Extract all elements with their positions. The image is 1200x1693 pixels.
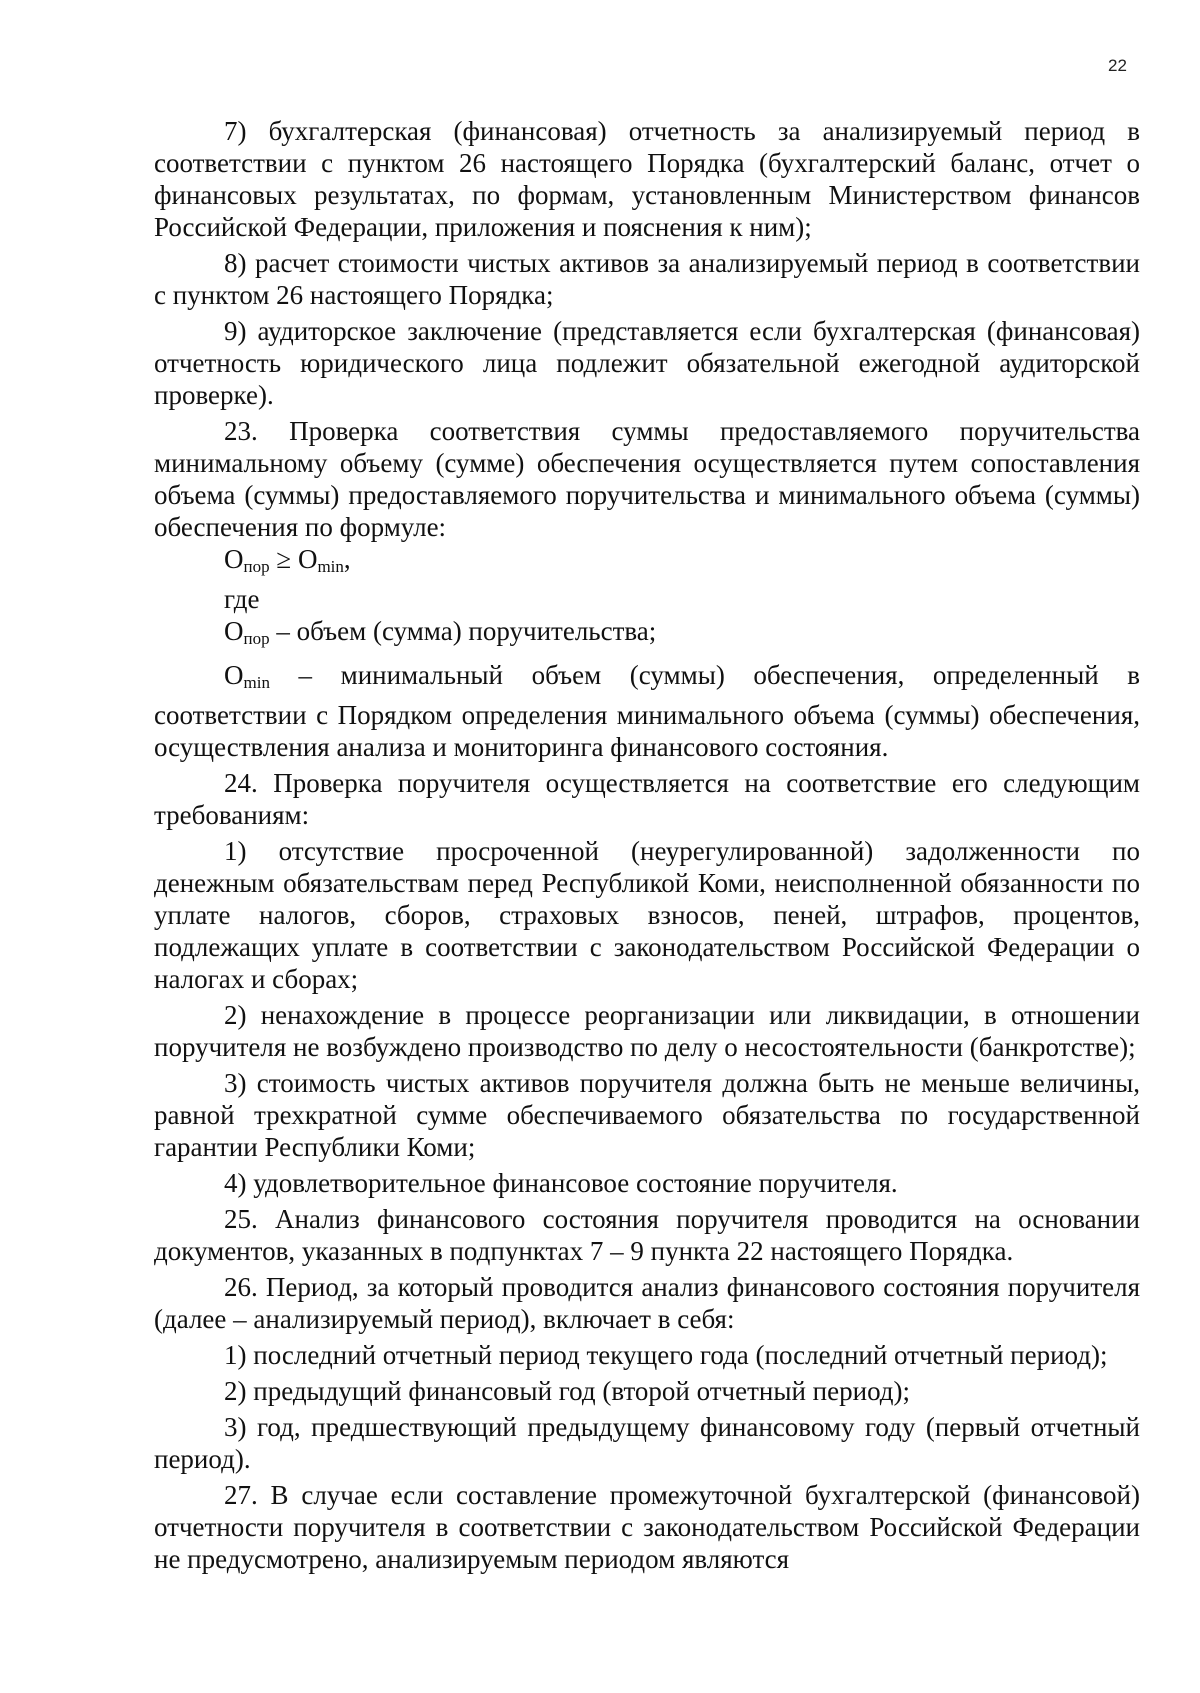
paragraph-item-8: 8) расчет стоимости чистых активов за анализируемый период в соответствии с пунктом 26 настоящего Порядка;	[154, 248, 1140, 310]
paragraph-item-9: 9) аудиторское заключение (представляется если бухгалтерская (финансовая) отчетность юридического лица подлежит обязательной ежегодной аудиторской проверке).	[154, 316, 1140, 410]
paragraph-period-2: 2) предыдущий финансовый год (второй отчетный период);	[224, 1376, 911, 1406]
paragraph-period-3: 3) год, предшествующий предыдущему финансовому году (первый отчетный период).	[154, 1412, 1140, 1474]
paragraph-clause-23: 23. Проверка соответствия суммы предоставляемого поручительства минимальному объему (сумме) обеспечения осуществляется путем сопоставления объема (суммы) предоставляемого поручительства и минимального объема (суммы) обеспечения по формуле:	[154, 416, 1140, 542]
paragraph-clause-26: 26. Период, за который проводится анализ финансового состояния поручителя (далее – анализируемый период), включает в себя:	[154, 1272, 1140, 1334]
formula-where: где	[224, 584, 260, 614]
paragraph-clause-24: 24. Проверка поручителя осуществляется на соответствие его следующим требованиям:	[154, 768, 1140, 830]
page-number: 22	[1108, 56, 1127, 75]
paragraph-period-1: 1) последний отчетный период текущего года (последний отчетный период);	[224, 1340, 1108, 1370]
formula-definition-opor: $O_{пор}$ – объем (сумма) поручительства;	[224, 616, 657, 648]
paragraph-item-7: 7) бухгалтерская (финансовая) отчетность за анализируемый период в соответствии с пунктом 26 настоящего Порядка (бухгалтерский баланс, отчет о финансовых результатах, по формам, установленным Министерством финансов Российской Федерации, приложения и пояснения к ним);	[154, 116, 1140, 242]
paragraph-req-1: 1) отсутствие просроченной (неурегулированной) задолженности по денежным обязательствам перед Республикой Коми, неисполненной обязанности по уплате налогов, сборов, страховых взносов, пеней, штрафов, процентов, подлежащих уплате в соответствии с законодательством Российской Федерации о налогах и сборах;	[154, 836, 1140, 994]
paragraph-clause-25: 25. Анализ финансового состояния поручителя проводится на основании документов, указанных в подпунктах 7 – 9 пункта 22 настоящего Порядка.	[154, 1204, 1140, 1266]
paragraph-req-3: 3) стоимость чистых активов поручителя должна быть не меньше величины, равной трехкратной сумме обеспечиваемого обязательства по государственной гарантии Республики Коми;	[154, 1068, 1140, 1162]
paragraph-req-2: 2) ненахождение в процессе реорганизации или ликвидации, в отношении поручителя не возбуждено производство по делу о несостоятельности (банкротстве);	[154, 1000, 1140, 1062]
paragraph-clause-27: 27. В случае если составление промежуточной бухгалтерской (финансовой) отчетности поручителя в соответствии с законодательством Российской Федерации не предусмотрено, анализируемым периодом являются	[154, 1480, 1140, 1574]
paragraph-req-4: 4) удовлетворительное финансовое состояние поручителя.	[224, 1168, 898, 1198]
document-body	[154, 115, 1140, 1575]
formula-definition-omin: $O_{min}$ – минимальный объем (суммы) обеспечения, определенный в соответствии с Порядком определения минимального объема (суммы) обеспечения, осуществления анализа и мониторинга финансового состояния.	[154, 660, 1140, 762]
formula: $O_{пор} \ge O_{min}$,	[224, 544, 351, 576]
